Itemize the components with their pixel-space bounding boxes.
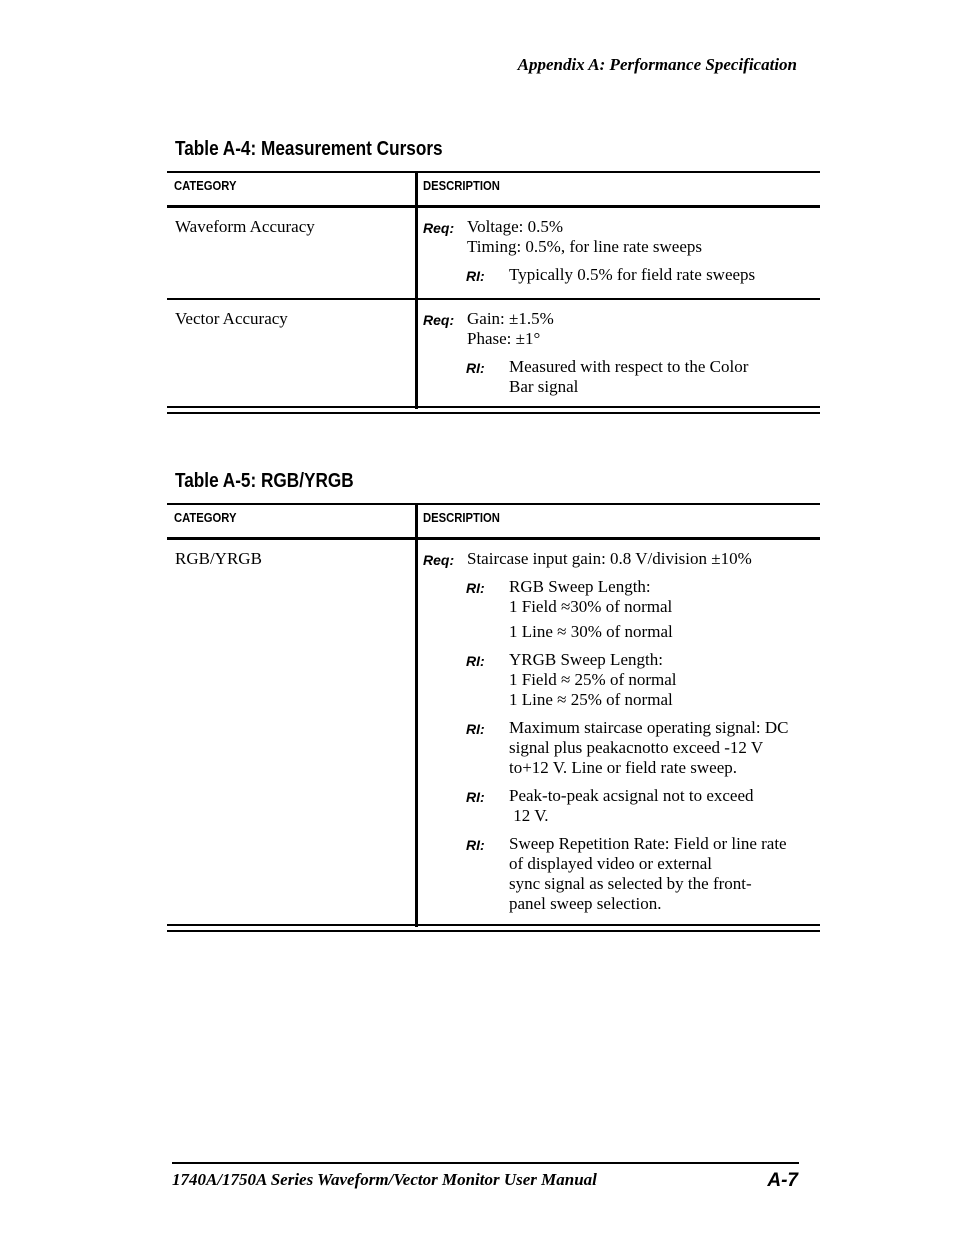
req-tag: Req: (423, 312, 455, 328)
table-a4-title: Table A-4: Measurement Cursors (175, 138, 443, 160)
ri-entry (423, 718, 820, 778)
table-row (167, 540, 820, 924)
ri-entry (423, 265, 820, 285)
row-description (423, 300, 820, 407)
req-line: Phase: ±1° (467, 329, 541, 348)
req-tag: Req: (423, 552, 455, 568)
row-category: Waveform Accuracy (175, 217, 315, 236)
column-header-description: DESCRIPTION (423, 511, 500, 525)
footer-rule (172, 1162, 799, 1164)
ri-line: sync signal as selected by the front- (509, 874, 752, 893)
ri-line: 1 Line ≈ 30% of normal (509, 622, 673, 641)
ri-line: 1 Field ≈30% of normal (509, 597, 673, 616)
ri-line: of displayed video or external (509, 854, 712, 873)
table-row (167, 300, 820, 406)
table-a4 (167, 171, 820, 414)
table-row (167, 208, 820, 298)
ri-tag: RI: (466, 653, 485, 669)
ri-entry (423, 577, 820, 642)
ri-line: signal plus peakacnotto exceed -12 V (509, 738, 764, 757)
table-bottom-rule (167, 924, 820, 932)
row-category: RGB/YRGB (175, 549, 262, 568)
ri-line: Typically 0.5% for field rate sweeps (509, 265, 756, 284)
table-a5-title: Table A-5: RGB/YRGB (175, 470, 354, 492)
ri-entry (423, 834, 820, 914)
req-line: Staircase input gain: 0.8 V/division ±10% (467, 549, 752, 568)
page-number: A-7 (767, 1170, 798, 1191)
req-entry (423, 309, 820, 349)
req-tag: Req: (423, 220, 455, 236)
ri-line: RGB Sweep Length: (509, 577, 651, 596)
column-header-description: DESCRIPTION (423, 179, 500, 193)
ri-tag: RI: (466, 360, 485, 376)
row-category: Vector Accuracy (175, 309, 288, 328)
ri-line: Bar signal (509, 377, 579, 396)
ri-entry (423, 786, 820, 826)
ri-line: to+12 V. Line or field rate sweep. (509, 758, 738, 777)
req-line: Gain: ±1.5% (467, 309, 554, 328)
ri-line: 12 V. (509, 806, 549, 825)
ri-line: 1 Field ≈ 25% of normal (509, 670, 677, 689)
ri-entry (423, 650, 820, 710)
ri-tag: RI: (466, 837, 485, 853)
ri-tag: RI: (466, 721, 485, 737)
ri-line: panel sweep selection. (509, 894, 662, 913)
ri-line: Maximum staircase operating signal: DC (509, 718, 789, 737)
ri-line: Measured with respect to the Color (509, 357, 749, 376)
ri-entry (423, 357, 820, 397)
column-header-category: CATEGORY (174, 179, 237, 193)
footer-manual-title: 1740A/1750A Series Waveform/Vector Monitor User Manual (172, 1170, 597, 1189)
table-header-row (167, 173, 820, 205)
req-entry (423, 549, 820, 569)
ri-line: 1 Line ≈ 25% of normal (509, 690, 673, 709)
req-line: Voltage: 0.5% (467, 217, 564, 236)
ri-line: Peak-to-peak acsignal not to exceed (509, 786, 754, 805)
ri-tag: RI: (466, 268, 485, 284)
column-header-category: CATEGORY (174, 511, 237, 525)
table-header-row (167, 505, 820, 537)
table-a5 (167, 503, 820, 932)
ri-tag: RI: (466, 580, 485, 596)
running-header: Appendix A: Performance Specification (517, 55, 797, 74)
req-entry (423, 217, 820, 257)
ri-line: Sweep Repetition Rate: Field or line rate (509, 834, 787, 853)
table-bottom-rule (167, 406, 820, 414)
req-line: Timing: 0.5%, for line rate sweeps (467, 237, 702, 256)
row-description (423, 208, 820, 295)
ri-line: YRGB Sweep Length: (509, 650, 663, 669)
ri-tag: RI: (466, 789, 485, 805)
row-description (423, 540, 820, 924)
